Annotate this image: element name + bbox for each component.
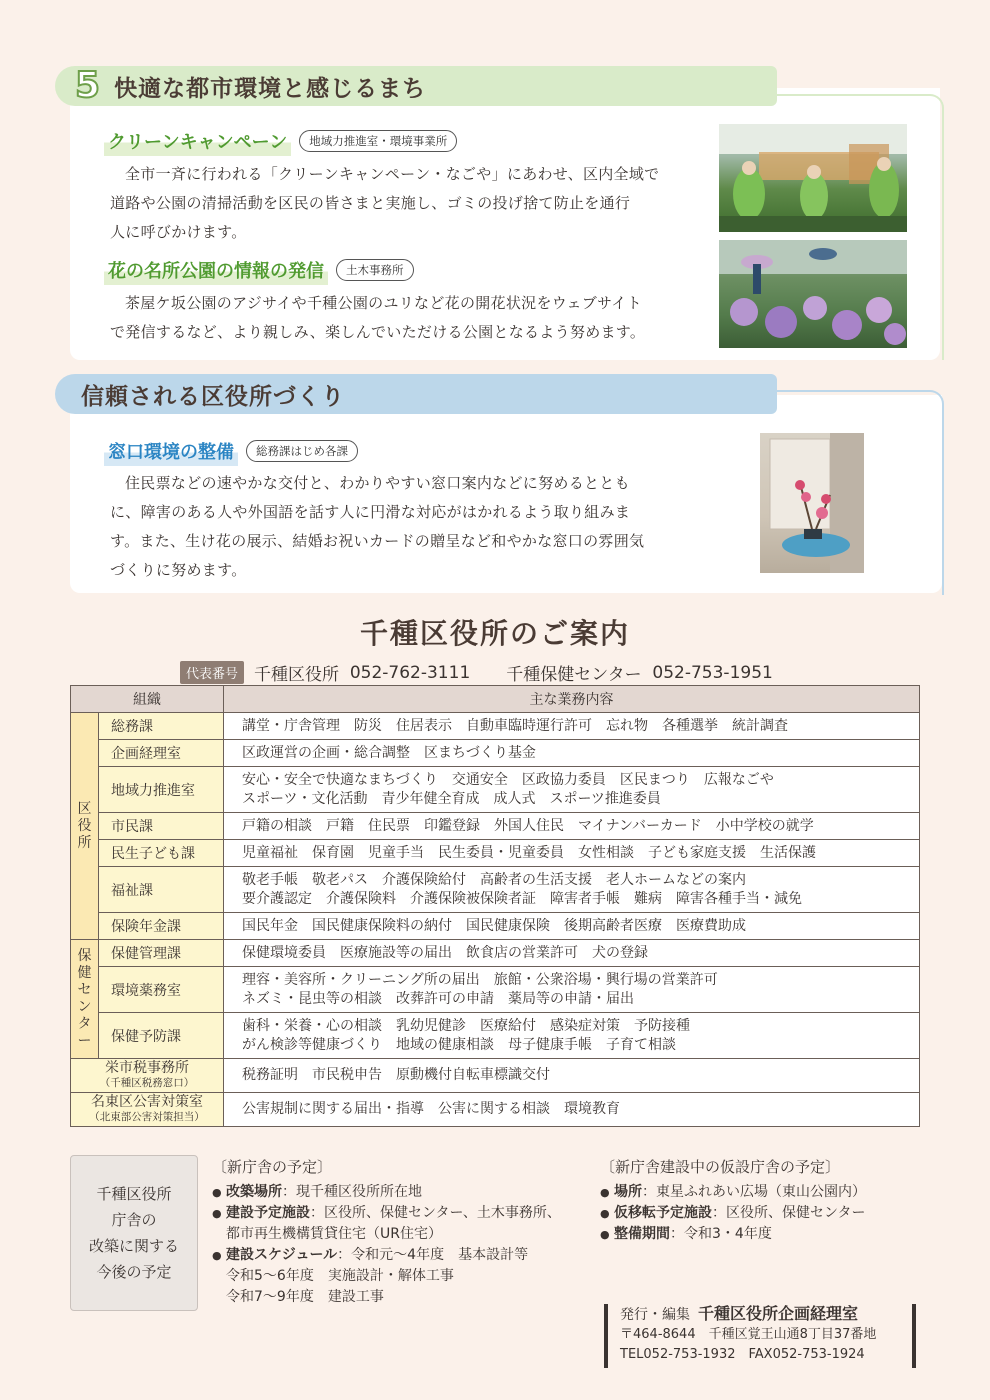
section5-header <box>55 66 777 106</box>
dept-work: 国民年金 国民健康保険料の納付 国民健康保険 後期高齢者医療 医療費助成 <box>224 913 920 940</box>
list-item: ● 整備期間：令和3・4年度 <box>600 1224 930 1245</box>
publisher-contact: TEL052-753-1932 FAX052-753-1924 <box>620 1347 865 1362</box>
flower-park-text: 茶屋ケ坂公園のアジサイや千種公園のユリなど花の開花状況をウェブサイト で発信するなど、より親しみ、楽しんでいただける公園となるよう努めます。 <box>110 294 646 341</box>
counter-tag: 総務課はじめ各課 <box>246 440 358 462</box>
temporary-building-plan <box>600 1157 930 1245</box>
table-row <box>71 967 920 1013</box>
dept-name: 地域力推進室 <box>99 767 224 813</box>
health-center-tel: 052-753-1951 <box>652 662 773 683</box>
new-building-plan: 〔新庁舎の予定〕 ● 改築場所：現千種区役所所在地 ● 建設予定施設：区役所、保健センター、土木事務所、 都市再生機構賃貸住宅（UR住宅） ● 建設スケジュール：令和元～4年度 基本設計等 令和5～6年度 実施設計・解体工事 令和7～9年度 建設工事 <box>212 1157 592 1308</box>
col-org-header: 組織 <box>71 686 224 713</box>
dept-name: 保健予防課 <box>99 1013 224 1059</box>
category-health-center: 保 健 セ ン タ ー <box>71 940 99 1059</box>
list-item: ● 改築場所：現千種区役所所在地 <box>212 1182 592 1203</box>
dept-name: 市民課 <box>99 813 224 840</box>
publisher-block <box>604 1304 916 1368</box>
dept-work: 理容・美容所・クリーニング所の届出 旅館・公衆浴場・興行場の営業許可 ネズミ・昆虫等の相談 改葬許可の申請 薬局等の申請・届出 <box>224 967 920 1013</box>
table-row <box>71 1013 920 1059</box>
office-tel: 052-762-3111 <box>349 662 471 683</box>
clean-campaign-title: クリーンキャンペーン <box>104 126 291 156</box>
category-ward-office: 区 役 所 <box>71 713 99 940</box>
dept-work: 区政運営の企画・総合調整 区まちづくり基金 <box>224 740 920 767</box>
counter-text: 住民票などの速やかな交付と、わかりやすい窓口案内などに努めるととも に、障害のある人や外国語を話す人に円滑な対応がはかれるよう取り組みま す。また、生け花の展示、結婚お祝いカードの贈呈など和やかな窓口の雰囲気 づくりに努めます。 <box>110 474 645 579</box>
section6-title: 信頼される区役所づくり <box>81 383 345 410</box>
list-item: ● 場所：東星ふれあい広場（東山公園内） <box>600 1182 930 1203</box>
col-work-header: 主な業務内容 <box>224 686 920 713</box>
dept-name: 環境薬務室 <box>99 967 224 1013</box>
temporary-building-title: 〔新庁舎建設中の仮設庁舎の予定〕 <box>600 1158 841 1176</box>
dept-work: 歯科・栄養・心の相談 乳幼児健診 医療給付 感染症対策 予防接種 がん検診等健康づくり 地域の健康相談 母子健康手帳 子育て相談 <box>224 1013 920 1059</box>
table-row <box>71 913 920 940</box>
flower-park-tag: 土木事務所 <box>336 259 414 281</box>
dept-work: 戸籍の相談 戸籍 住民票 印鑑登録 外国人住民 マイナンバーカード 小中学校の就学 <box>224 813 920 840</box>
table-row <box>71 740 920 767</box>
table-row <box>71 713 920 740</box>
table-row <box>71 1093 920 1127</box>
dept-work: 児童福祉 保育園 児童手当 民生委員・児童委員 女性相談 子ども家庭支援 生活保護 <box>224 840 920 867</box>
list-item: ● 建設スケジュール：令和元～4年度 基本設計等 <box>212 1245 592 1266</box>
cleanup-photo <box>719 124 907 232</box>
table-row <box>71 1059 920 1093</box>
flower-park-title: 花の名所公園の情報の発信 <box>104 255 328 285</box>
list-item: ● 建設予定施設：区役所、保健センター、土木事務所、 <box>212 1203 592 1224</box>
dept-name: 企画経理室 <box>99 740 224 767</box>
counter-heading <box>104 436 358 466</box>
dept-name: 保健管理課 <box>99 940 224 967</box>
flower-park-heading <box>104 255 414 285</box>
rebuild-plan-box: 千種区役所 庁舎の 改築に関する 今後の予定 <box>70 1155 198 1311</box>
dept-name: 保険年金課 <box>99 913 224 940</box>
office-name: 千種区役所 <box>254 665 340 685</box>
dept-work: 講堂・庁舎管理 防災 住居表示 自動車臨時運行許可 忘れ物 各種選挙 統計調査 <box>224 713 920 740</box>
table-row <box>71 813 920 840</box>
dept-name: 福祉課 <box>99 867 224 913</box>
dept-name: 名東区公害対策室 （北東部公害対策担当） <box>71 1093 224 1127</box>
counter-title: 窓口環境の整備 <box>104 436 238 466</box>
guide-title: 千種区役所のご案内 <box>359 617 630 650</box>
table-row <box>71 867 920 913</box>
ikebana-photo <box>760 433 864 573</box>
publisher-name: 千種区役所企画経理室 <box>698 1304 859 1323</box>
table-row <box>71 767 920 813</box>
representative-numbers <box>180 660 773 685</box>
dept-work: 敬老手帳 敬老パス 介護保険給付 高齢者の生活支援 老人ホームなどの案内 要介護認定 介護保険料 介護保険被保険者証 障害者手帳 難病 障害各種手当・減免 <box>224 867 920 913</box>
dept-name: 民生子ども課 <box>99 840 224 867</box>
dept-work: 税務証明 市民税申告 原動機付自転車標識交付 <box>224 1059 920 1093</box>
dept-work: 安心・安全で快適なまちづくり 交通安全 区政協力委員 区民まつり 広報なごや スポーツ・文化活動 青少年健全育成 成人式 スポーツ推進委員 <box>224 767 920 813</box>
table-row <box>71 840 920 867</box>
dept-work: 保健環境委員 医療施設等の届出 飲食店の営業許可 犬の登録 <box>224 940 920 967</box>
rep-number-label: 代表番号 <box>180 661 244 684</box>
organization-table <box>70 685 920 1127</box>
clean-campaign-tag: 地域力推進室・環境事業所 <box>299 130 457 152</box>
new-building-title: 〔新庁舎の予定〕 <box>212 1158 333 1176</box>
publisher-address: 〒464-8644 千種区覚王山通8丁目37番地 <box>620 1327 877 1342</box>
clean-campaign-text: 全市一斉に行われる「クリーンキャンペーン・なごや」にあわせ、区内全域で 道路や公園の清掃活動を区民の皆さまと実施し、ゴミの投げ捨て防止を通行 人に呼びかけます。 <box>110 165 660 241</box>
dept-name: 栄市税事務所 （千種区税務窓口） <box>71 1059 224 1093</box>
list-item: ● 仮移転予定施設：区役所、保健センター <box>600 1203 930 1224</box>
section-number: 5 <box>75 65 101 106</box>
publisher-label: 発行・編集 <box>620 1307 690 1323</box>
dept-work: 公害規制に関する届出・指導 公害に関する相談 環境教育 <box>224 1093 920 1127</box>
health-center-name: 千種保健センター <box>506 665 642 685</box>
table-row <box>71 940 920 967</box>
section5-title: 快適な都市環境と感じるまち <box>114 75 427 102</box>
dept-name: 総務課 <box>99 713 224 740</box>
section6-header <box>55 374 777 414</box>
clean-campaign-heading <box>104 126 457 156</box>
hydrangea-photo <box>719 240 907 348</box>
